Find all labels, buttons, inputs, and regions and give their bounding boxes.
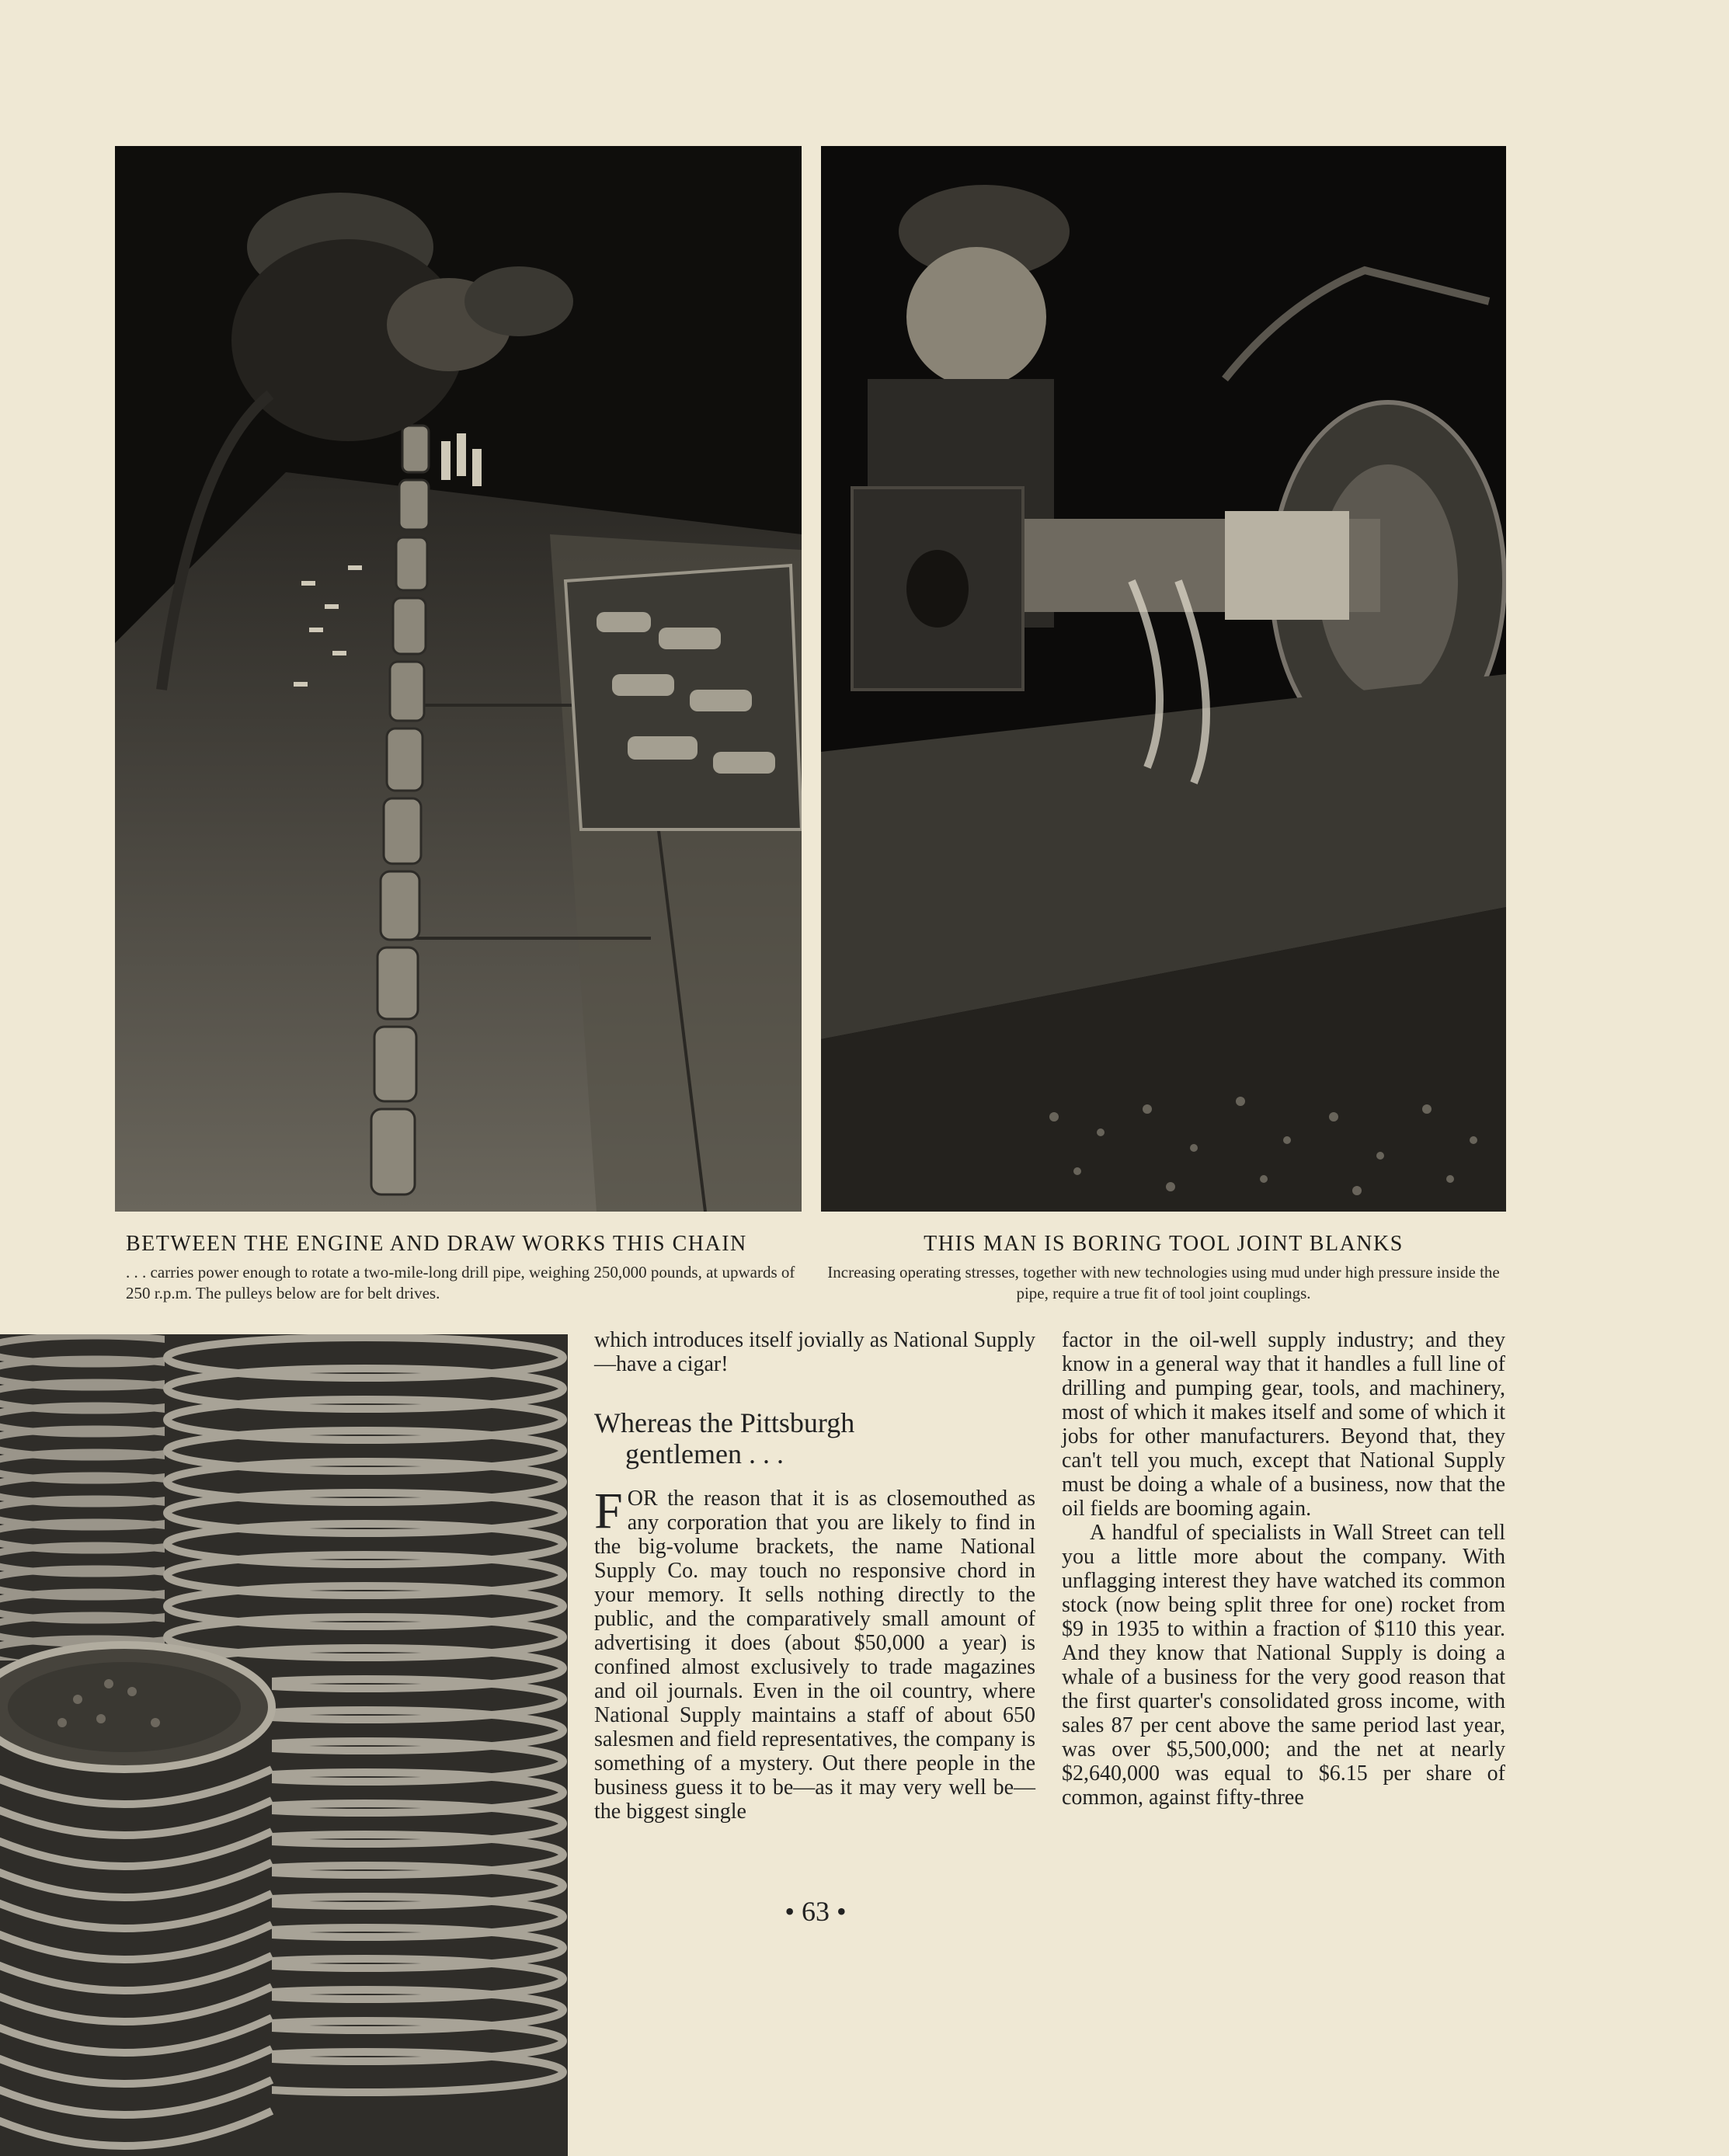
column2-paragraph-2: A handful of specialists in Wall Street can tell you a little more about the company. With unflagging interest they have watched its common stock (now being split three for one) rocket from $9 in 1935 to within a fraction of $110 this year. And they know that National Supply is doing a whale of a business for the very good reason that the first quarter's consolidated gross income, with sales 87 per cent above the same period last year, was over $5,500,000; and the net at nearly $2,640,000 was equal to $6.15 per share of common, against fifty-three bbox=[1062, 1521, 1505, 1810]
right-caption-body: Increasing operating stresses, together with new technologies using mud under high pressure inside the pipe, require a true fit of tool joint couplings. bbox=[827, 1263, 1500, 1302]
chain-workers-image bbox=[115, 146, 802, 1212]
column1-paragraph bbox=[594, 1483, 1035, 1824]
chain-workers-photo bbox=[115, 146, 802, 1212]
column2-paragraph-1: factor in the oil-well supply industry; and they know in a general way that it handles a full line of drilling and pumping gear, tools, and machinery, most of which it makes itself and some of which it jobs for other manufacturers. Beyond that, they can't tell you much, except that National Supply must be doing a whale of a business, now that the oil fields are booming again. bbox=[1062, 1328, 1505, 1521]
column1-paragraph-text: OR the reason that it is as closemouthed as any corporation that you are likely to find in the big-volume brackets, the name National Supply Co. may touch no responsive chord in your memory. It sells nothing directly to the public, and the comparatively small amount of advertising it does (about $50,000 a year) is confined almost exclusively to trade magazines and oil journals. Even in the oil country, where National Supply maintains a staff of about 650 salesmen and field representatives, the company is something of a mystery. Out there people in the business guess it to be—as it may very well be—the biggest single bbox=[594, 1487, 1035, 1824]
subhead-line-1: Whereas the Pittsburgh bbox=[594, 1407, 855, 1438]
article-column-2 bbox=[1062, 1328, 1505, 1810]
page-number: • 63 • bbox=[784, 1896, 847, 1927]
stacked-pulleys-photo bbox=[0, 1334, 568, 2156]
article-column-1 bbox=[594, 1328, 1035, 1824]
article-subhead bbox=[594, 1407, 1035, 1469]
drop-cap: F bbox=[594, 1483, 623, 1539]
column1-opening-text: which introduces itself jovially as National Supply—have a cigar! bbox=[594, 1328, 1035, 1376]
lathe-operator-image bbox=[821, 146, 1506, 1212]
left-caption-headline: BETWEEN THE ENGINE AND DRAW WORKS THIS CHAIN bbox=[126, 1232, 747, 1256]
left-caption-body: . . . carries power enough to rotate a two-mile-long drill pipe, weighing 250,000 pounds, at upwards of 250 r.p.m. The pulleys below are for belt drives. bbox=[126, 1263, 795, 1302]
right-caption-headline: THIS MAN IS BORING TOOL JOINT BLANKS bbox=[924, 1232, 1404, 1256]
lathe-operator-photo bbox=[821, 146, 1506, 1212]
stacked-pulleys-image bbox=[0, 1334, 568, 2156]
subhead-line-2: gentlemen . . . bbox=[625, 1438, 784, 1469]
